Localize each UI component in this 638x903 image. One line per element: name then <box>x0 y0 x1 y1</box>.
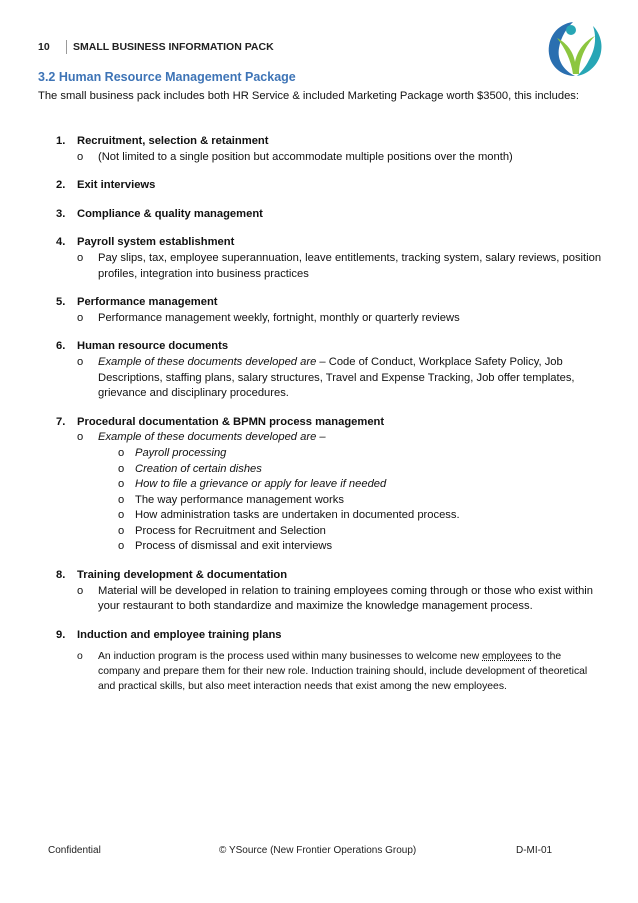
footer-copyright: © YSource (New Frontier Operations Group) <box>219 845 417 856</box>
nested-sub-item-text: How administration tasks are undertaken in documented process. <box>135 509 460 522</box>
bullet-glyph: o <box>77 651 83 663</box>
item-title: Payroll system establishment <box>77 236 235 249</box>
item-number: 3. <box>56 207 66 220</box>
item-number: 6. <box>56 340 66 353</box>
nested-sub-item <box>56 477 606 493</box>
bullet-glyph: o <box>118 493 125 506</box>
item-number: 7. <box>56 415 66 428</box>
item-number: 2. <box>56 179 66 192</box>
sub-item <box>56 150 606 166</box>
page-header <box>38 40 274 54</box>
item-number: 5. <box>56 296 66 309</box>
section-intro: The small business pack includes both HR Service & included Marketing Package worth $3500, this includes: <box>38 90 580 102</box>
footer-confidential: Confidential <box>48 845 101 856</box>
item-number: 8. <box>56 569 66 582</box>
sub-item-italic-text: Example of these documents developed are <box>98 355 317 368</box>
sub-item-italic-text: Example of these documents developed are – <box>98 431 326 444</box>
list-item <box>56 207 606 223</box>
sub-item <box>56 584 606 615</box>
bullet-glyph: o <box>118 509 125 522</box>
sub-item <box>56 649 606 694</box>
underlined-word: employees <box>482 651 533 663</box>
item-title: Performance management <box>77 296 218 309</box>
item-title: Recruitment, selection & retainment <box>77 135 269 147</box>
nested-sub-item <box>56 493 606 509</box>
list-item <box>56 178 606 194</box>
bullet-glyph: o <box>77 251 84 264</box>
nested-sub-item <box>56 508 606 524</box>
header-divider <box>66 40 67 54</box>
sub-item-text: An induction program is the process used within many businesses to welcome new <box>98 651 483 663</box>
nested-sub-item <box>56 539 606 555</box>
sub-item <box>56 311 606 327</box>
nested-sub-item-text: The way performance management works <box>135 493 344 506</box>
footer-doc-id: D-MI-01 <box>516 845 553 856</box>
header-title: SMALL BUSINESS INFORMATION PACK <box>73 41 274 53</box>
nested-sub-item-text: Payroll processing <box>135 446 227 459</box>
bullet-glyph: o <box>77 355 84 368</box>
company-logo-icon <box>543 16 607 80</box>
sub-item <box>56 251 606 282</box>
sub-item-text: to the company and prepare them for their new role. Induction training should, include development of theoretical and practical skills, but also meet interaction needs that exist among the new employees. <box>98 651 588 693</box>
list-item <box>56 339 606 401</box>
page-number: 10 <box>38 41 50 53</box>
item-title: Training development & documentation <box>77 569 288 582</box>
bullet-glyph: o <box>77 150 84 163</box>
nested-sub-item <box>56 462 606 478</box>
item-title: Procedural documentation & BPMN process management <box>77 415 385 428</box>
bullet-glyph: o <box>118 462 125 475</box>
list-item <box>56 134 606 165</box>
sub-item-text: Material will be developed in relation to training employees coming through or those who exist within your restaurant to both standardize and maximize the knowledge management process. <box>98 584 594 613</box>
sub-item <box>56 355 606 402</box>
section-title: 3.2 Human Resource Management Package <box>38 70 296 84</box>
nested-sub-item-text: Process for Recruitment and Selection <box>135 524 326 537</box>
list-item <box>56 295 606 326</box>
sub-item <box>56 430 606 446</box>
bullet-glyph: o <box>118 540 125 553</box>
list-item <box>56 415 606 555</box>
nested-sub-item <box>56 524 606 540</box>
list-item <box>56 568 606 615</box>
bullet-glyph: o <box>77 584 84 597</box>
item-title: Human resource documents <box>77 340 229 353</box>
sub-item-text: Pay slips, tax, employee superannuation, leave entitlements, tracking system, salary reviews, position profiles, integration into business practices <box>98 251 602 280</box>
sub-item-text: Performance management weekly, fortnight, monthly or quarterly reviews <box>98 311 460 324</box>
list-item <box>56 235 606 282</box>
nested-sub-item-text: Creation of certain dishes <box>135 462 262 475</box>
item-number: 9. <box>56 628 66 641</box>
nested-sub-item-text: How to file a grievance or apply for leave if needed <box>135 478 387 491</box>
list-item <box>56 628 606 695</box>
item-title: Compliance & quality management <box>77 207 263 220</box>
bullet-glyph: o <box>118 524 125 537</box>
nested-sub-item <box>56 446 606 462</box>
nested-sub-item-text: Process of dismissal and exit interviews <box>135 540 333 553</box>
item-number: 1. <box>56 135 66 147</box>
services-list <box>56 134 606 707</box>
bullet-glyph: o <box>118 446 125 459</box>
bullet-glyph: o <box>77 311 84 324</box>
bullet-glyph: o <box>118 478 125 491</box>
bullet-glyph: o <box>77 431 84 444</box>
sub-item-text: (Not limited to a single position but accommodate multiple positions over the month) <box>98 150 513 163</box>
item-title: Induction and employee training plans <box>77 628 282 641</box>
sub-item-text: – Code of Conduct, Workplace Safety Policy, Job Descriptions, staffing plans, salary structures, Travel and Expense Tracking, Job offer templates, grievance and disciplinary procedures. <box>98 355 575 400</box>
item-title: Exit interviews <box>77 179 156 192</box>
item-number: 4. <box>56 236 66 249</box>
